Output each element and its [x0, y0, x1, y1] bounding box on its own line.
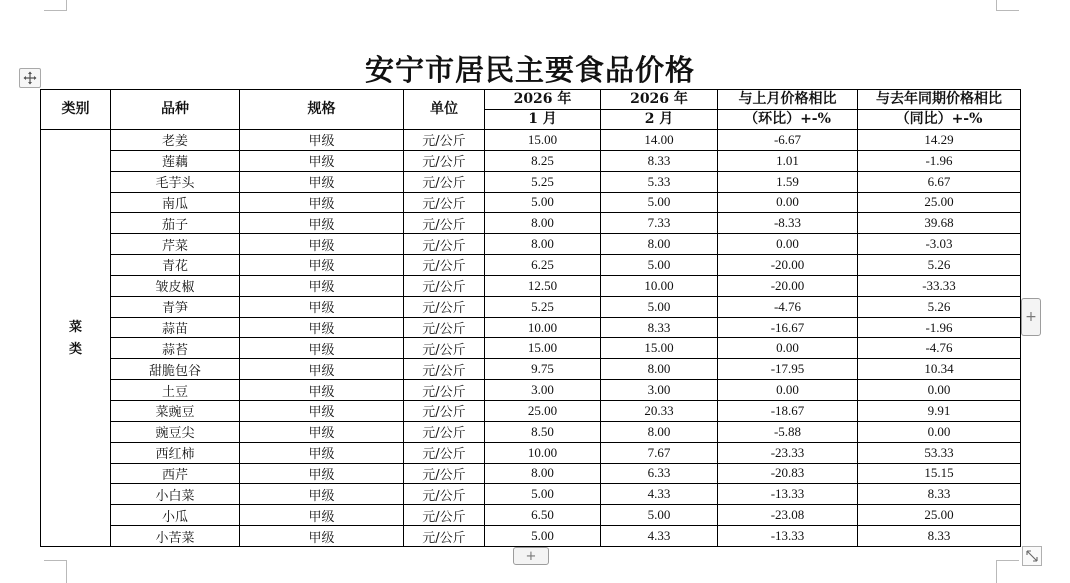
price-feb: 5.00: [601, 192, 718, 213]
change-yoy: -33.33: [858, 275, 1021, 296]
item-unit: 元/公斤: [404, 526, 485, 547]
change-yoy: 25.00: [858, 192, 1021, 213]
table-move-handle[interactable]: [19, 68, 41, 88]
price-feb: 8.00: [601, 359, 718, 380]
price-jan: 10.00: [485, 317, 601, 338]
change-mom: -13.33: [718, 526, 858, 547]
item-name: 蒜苔: [111, 338, 240, 359]
add-row-button[interactable]: [513, 547, 549, 565]
table-row: [41, 421, 1021, 442]
price-jan: 8.00: [485, 213, 601, 234]
item-unit: 元/公斤: [404, 317, 485, 338]
table-row: [41, 526, 1021, 547]
item-grade: 甲级: [240, 275, 404, 296]
change-yoy: -1.96: [858, 317, 1021, 338]
header-mom-line1: 与上月价格相比: [718, 90, 858, 110]
price-jan: 5.00: [485, 484, 601, 505]
change-mom: -18.67: [718, 400, 858, 421]
add-column-button[interactable]: [1021, 298, 1041, 336]
item-grade: 甲级: [240, 484, 404, 505]
table-row: [41, 130, 1021, 151]
table-row: [41, 463, 1021, 484]
item-grade: 甲级: [240, 130, 404, 151]
change-mom: -8.33: [718, 213, 858, 234]
item-grade: 甲级: [240, 213, 404, 234]
change-yoy: 5.26: [858, 296, 1021, 317]
item-unit: 元/公斤: [404, 171, 485, 192]
item-grade: 甲级: [240, 338, 404, 359]
table-row: [41, 380, 1021, 401]
price-feb: 8.33: [601, 317, 718, 338]
change-mom: -20.83: [718, 463, 858, 484]
change-yoy: 10.34: [858, 359, 1021, 380]
page-corner-mark-top-right: [996, 0, 1019, 11]
table-row: [41, 255, 1021, 276]
page-corner-mark-top-left: [44, 0, 67, 11]
header-yoy-line1: 与去年同期价格相比: [858, 90, 1021, 110]
document-title: 安宁市居民主要食品价格: [364, 53, 695, 87]
item-grade: 甲级: [240, 463, 404, 484]
item-grade: 甲级: [240, 380, 404, 401]
change-yoy: 0.00: [858, 421, 1021, 442]
table-row: [41, 505, 1021, 526]
change-mom: -20.00: [718, 275, 858, 296]
table-row: [41, 150, 1021, 171]
item-unit: 元/公斤: [404, 213, 485, 234]
price-feb: 8.00: [601, 421, 718, 442]
price-jan: 5.25: [485, 171, 601, 192]
food-price-table: [40, 89, 1021, 547]
price-feb: 8.00: [601, 234, 718, 255]
category-char: 类: [68, 341, 82, 356]
header-item: 品种: [111, 90, 240, 130]
price-jan: 5.00: [485, 192, 601, 213]
price-jan: 15.00: [485, 338, 601, 359]
header-grade: 规格: [240, 90, 404, 130]
price-feb: 3.00: [601, 380, 718, 401]
price-jan: 25.00: [485, 400, 601, 421]
price-feb: 5.00: [601, 255, 718, 276]
price-jan: 9.75: [485, 359, 601, 380]
item-unit: 元/公斤: [404, 150, 485, 171]
item-unit: 元/公斤: [404, 234, 485, 255]
item-unit: 元/公斤: [404, 296, 485, 317]
plus-icon: +: [1025, 309, 1037, 325]
item-name: 西红柿: [111, 442, 240, 463]
change-mom: 0.00: [718, 192, 858, 213]
change-yoy: 15.15: [858, 463, 1021, 484]
header-jan-month: 1 月: [485, 110, 601, 130]
item-grade: 甲级: [240, 317, 404, 338]
price-jan: 8.25: [485, 150, 601, 171]
item-name: 青花: [111, 255, 240, 276]
change-yoy: 53.33: [858, 442, 1021, 463]
item-unit: 元/公斤: [404, 421, 485, 442]
item-unit: 元/公斤: [404, 338, 485, 359]
item-grade: 甲级: [240, 192, 404, 213]
price-feb: 7.67: [601, 442, 718, 463]
item-unit: 元/公斤: [404, 484, 485, 505]
item-grade: 甲级: [240, 150, 404, 171]
item-grade: 甲级: [240, 505, 404, 526]
header-mom-line2: （环比）+-%: [718, 110, 858, 130]
item-name: 青笋: [111, 296, 240, 317]
price-jan: 10.00: [485, 442, 601, 463]
category-cell: [41, 130, 111, 547]
table-row: [41, 296, 1021, 317]
change-yoy: 0.00: [858, 380, 1021, 401]
change-mom: 0.00: [718, 338, 858, 359]
table-row: [41, 338, 1021, 359]
change-mom: 1.01: [718, 150, 858, 171]
change-mom: 0.00: [718, 234, 858, 255]
change-mom: -23.33: [718, 442, 858, 463]
header-jan-year: 2026 年: [485, 90, 601, 110]
price-feb: 8.33: [601, 150, 718, 171]
header-unit: 单位: [404, 90, 485, 130]
change-mom: -23.08: [718, 505, 858, 526]
header-feb-year: 2026 年: [601, 90, 718, 110]
price-feb: 14.00: [601, 130, 718, 151]
table-row: [41, 275, 1021, 296]
item-grade: 甲级: [240, 296, 404, 317]
change-mom: -20.00: [718, 255, 858, 276]
item-name: 莲藕: [111, 150, 240, 171]
price-feb: 5.00: [601, 296, 718, 317]
item-name: 皱皮椒: [111, 275, 240, 296]
table-row: [41, 400, 1021, 421]
table-row: [41, 234, 1021, 255]
change-mom: -5.88: [718, 421, 858, 442]
header-yoy-line2: （同比）+-%: [858, 110, 1021, 130]
item-unit: 元/公斤: [404, 505, 485, 526]
price-feb: 4.33: [601, 484, 718, 505]
item-unit: 元/公斤: [404, 463, 485, 484]
item-unit: 元/公斤: [404, 380, 485, 401]
item-grade: 甲级: [240, 526, 404, 547]
header-category: 类别: [41, 90, 111, 130]
change-yoy: -1.96: [858, 150, 1021, 171]
price-jan: 12.50: [485, 275, 601, 296]
item-name: 土豆: [111, 380, 240, 401]
price-jan: 5.25: [485, 296, 601, 317]
price-jan: 3.00: [485, 380, 601, 401]
change-yoy: -4.76: [858, 338, 1021, 359]
page-corner-mark-bottom-right: [996, 560, 1019, 583]
item-name: 茄子: [111, 213, 240, 234]
price-jan: 5.00: [485, 526, 601, 547]
price-feb: 4.33: [601, 526, 718, 547]
item-unit: 元/公斤: [404, 255, 485, 276]
change-yoy: 25.00: [858, 505, 1021, 526]
table-row: [41, 317, 1021, 338]
item-name: 甜脆包谷: [111, 359, 240, 380]
table-resize-handle[interactable]: [1022, 546, 1042, 566]
change-mom: 0.00: [718, 380, 858, 401]
price-jan: 6.25: [485, 255, 601, 276]
item-name: 毛芋头: [111, 171, 240, 192]
change-yoy: 6.67: [858, 171, 1021, 192]
price-jan: 15.00: [485, 130, 601, 151]
price-feb: 5.33: [601, 171, 718, 192]
price-jan: 8.00: [485, 463, 601, 484]
table-row: [41, 484, 1021, 505]
item-grade: 甲级: [240, 359, 404, 380]
price-feb: 20.33: [601, 400, 718, 421]
item-name: 芹菜: [111, 234, 240, 255]
item-name: 蒜苗: [111, 317, 240, 338]
change-mom: 1.59: [718, 171, 858, 192]
table-row: [41, 213, 1021, 234]
plus-icon: +: [525, 548, 537, 564]
change-mom: -16.67: [718, 317, 858, 338]
item-grade: 甲级: [240, 421, 404, 442]
change-yoy: 9.91: [858, 400, 1021, 421]
table-row: [41, 171, 1021, 192]
table-row: [41, 192, 1021, 213]
item-grade: 甲级: [240, 442, 404, 463]
price-jan: 8.50: [485, 421, 601, 442]
header-feb-month: 2 月: [601, 110, 718, 130]
price-feb: 15.00: [601, 338, 718, 359]
item-name: 老姜: [111, 130, 240, 151]
item-unit: 元/公斤: [404, 442, 485, 463]
item-name: 豌豆尖: [111, 421, 240, 442]
change-mom: -17.95: [718, 359, 858, 380]
item-unit: 元/公斤: [404, 275, 485, 296]
price-feb: 5.00: [601, 505, 718, 526]
table-row: [41, 442, 1021, 463]
price-feb: 10.00: [601, 275, 718, 296]
price-jan: 6.50: [485, 505, 601, 526]
price-feb: 7.33: [601, 213, 718, 234]
item-unit: 元/公斤: [404, 359, 485, 380]
price-feb: 6.33: [601, 463, 718, 484]
item-name: 南瓜: [111, 192, 240, 213]
item-unit: 元/公斤: [404, 400, 485, 421]
change-yoy: 8.33: [858, 484, 1021, 505]
category-char: 菜: [68, 319, 82, 334]
item-unit: 元/公斤: [404, 192, 485, 213]
change-yoy: -3.03: [858, 234, 1021, 255]
change-mom: -6.67: [718, 130, 858, 151]
item-grade: 甲级: [240, 255, 404, 276]
item-name: 小瓜: [111, 505, 240, 526]
change-yoy: 14.29: [858, 130, 1021, 151]
item-grade: 甲级: [240, 171, 404, 192]
page-corner-mark-bottom-left: [44, 560, 67, 583]
item-grade: 甲级: [240, 400, 404, 421]
item-name: 菜豌豆: [111, 400, 240, 421]
four-way-arrow-icon: [23, 71, 37, 85]
item-unit: 元/公斤: [404, 130, 485, 151]
diagonal-resize-icon: [1026, 550, 1038, 562]
item-name: 小白菜: [111, 484, 240, 505]
table-body: [41, 130, 1021, 547]
change-yoy: 39.68: [858, 213, 1021, 234]
change-mom: -13.33: [718, 484, 858, 505]
change-yoy: 5.26: [858, 255, 1021, 276]
change-mom: -4.76: [718, 296, 858, 317]
item-grade: 甲级: [240, 234, 404, 255]
change-yoy: 8.33: [858, 526, 1021, 547]
price-jan: 8.00: [485, 234, 601, 255]
table-row: [41, 359, 1021, 380]
item-name: 小苦菜: [111, 526, 240, 547]
item-name: 西芹: [111, 463, 240, 484]
